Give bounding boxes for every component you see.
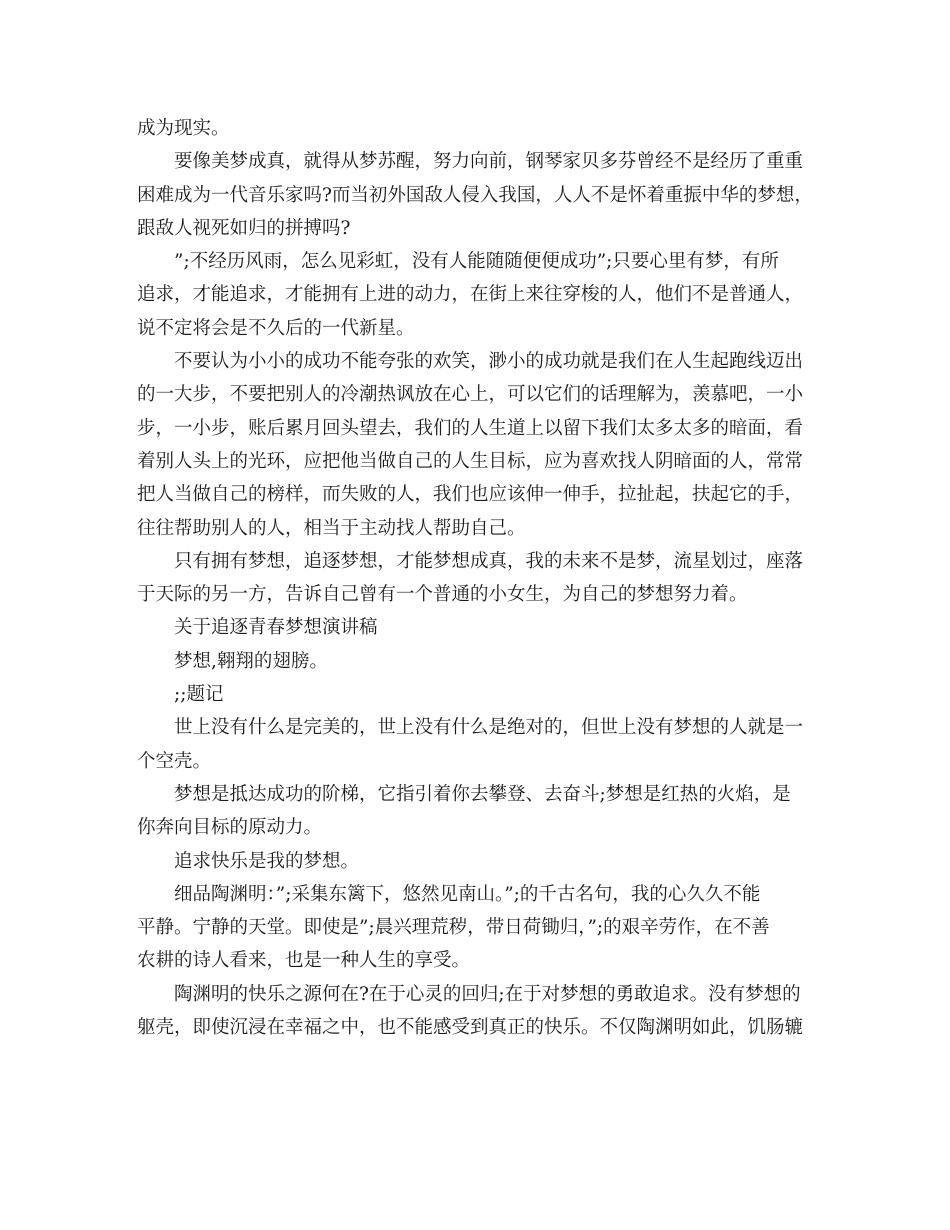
text-line: 成为现实。 [137,118,230,139]
text-line: 你奔向目标的原动力。 [137,817,323,839]
text-line: 个空壳。 [137,750,212,772]
document-page [137,112,827,1044]
text-line: 陶渊明的快乐之源何在?在于心灵的回归;在于对梦想的勇敢追求。没有梦想的 [174,983,801,1005]
text-line: 梦想是抵达成功的阶梯，它指引着你去攀登、去奋斗;梦想是红热的火焰，是 [174,783,791,805]
text-line: 追求，才能追求，才能拥有上进的动力，在街上来往穿梭的人，他们不是普通人， [137,284,804,306]
text-line: 世上没有什么是完美的，世上没有什么是绝对的，但世上没有梦想的人就是一 [174,717,804,739]
text-line: 说不定将会是不久后的一代新星。 [137,317,415,339]
text-line: 于天际的另一方，告诉自己曾有一个普通的小女生，为自己的梦想努力着。 [137,584,748,606]
text-line: ;;题记 [174,684,224,706]
text-line: ”;不经历风雨，怎么见彩虹，没有人能随随便便成功”;只要心里有梦，有所 [174,251,779,273]
text-line: 追求快乐是我的梦想。 [174,850,360,872]
text-line: 只有拥有梦想，追逐梦想，才能梦想成真，我的未来不是梦，流星划过，座落 [174,550,804,572]
text-line: 不要认为小小的成功不能夸张的欢笑，渺小的成功就是我们在人生起跑线迈出 [174,351,804,373]
text-line: 细品陶渊明：”;采集东篱下，悠然见南山。”;的千古名句，我的心久久不能 [174,883,761,905]
text-line: 的一大步，不要把别人的冷潮热讽放在心上，可以它们的话理解为，羡慕吧，一小 [137,384,804,406]
text-line: 关于追逐青春梦想演讲稿 [174,617,378,639]
text-line: 梦想,翱翔的翅膀。 [174,650,328,672]
text-line: 跟敌人视死如归的拼搏吗? [137,217,351,239]
text-line: 要像美梦成真，就得从梦苏醒，努力向前，钢琴家贝多芬曾经不是经历了重重 [174,151,804,173]
text-line: 农耕的诗人看来，也是一种人生的享受。 [137,950,471,972]
text-line: 把人当做自己的榜样，而失败的人，我们也应该伸一伸手，拉扯起，扶起它的手， [137,484,804,506]
text-line: 着别人头上的光环，应把他当做自己的人生目标，应为喜欢找人阴暗面的人，常常 [137,450,804,472]
text-line: 躯壳，即使沉浸在幸福之中，也不能感受到真正的快乐。不仅陶渊明如此，饥肠辘 [137,1017,804,1039]
text-line: 步，一小步，账后累月回头望去，我们的人生道上以留下我们太多太多的暗面，看 [137,417,804,439]
text-line: 往往帮助别人的人，相当于主动找人帮助自己。 [137,517,526,539]
text-line: 困难成为一代音乐家吗?而当初外国敌人侵入我国，人人不是怀着重振中华的梦想， [137,184,813,206]
text-line: 平静。宁静的天堂。即使是”;晨兴理荒秽，带日荷锄归，”;的艰辛劳作，在不善 [137,917,770,939]
